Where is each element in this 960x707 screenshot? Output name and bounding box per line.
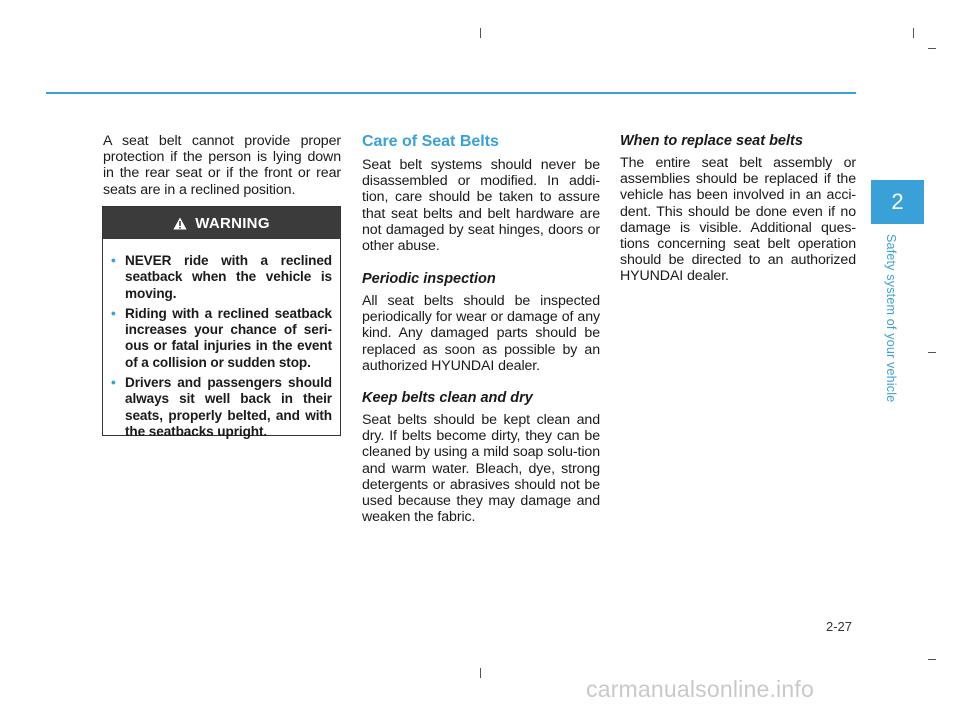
warning-title: WARNING xyxy=(195,214,270,232)
crop-mark xyxy=(928,659,936,660)
watermark: carmanualsonline.info xyxy=(586,676,814,702)
clean-heading: Keep belts clean and dry xyxy=(362,390,533,406)
care-paragraph: Seat belt systems should never be disassembled or modified. In addi-tion, care should be taken to assure that seat belts and belt hardware are not damaged by seat hinges, doors or other abuse. xyxy=(362,157,600,255)
bullet-icon: • xyxy=(111,253,116,268)
intro-paragraph: A seat belt cannot provide proper protection if the person is lying down in the rear seat or if the front or rear seats are in a reclined position. xyxy=(103,133,341,198)
warning-list xyxy=(103,239,340,440)
replace-paragraph: The entire seat belt assembly or assemblies should be replaced if the vehicle has been involved in an acci-dent. This should be done even if no damage is visible. Additional ques-tions concerning seat belt operation should be directed to an authorized HYUNDAI dealer. xyxy=(620,155,856,285)
header-rule xyxy=(46,92,856,94)
periodic-heading: Periodic inspection xyxy=(362,271,496,287)
crop-mark xyxy=(913,28,914,38)
warning-item: • Riding with a reclined seatback increases your chance of seri-ous or fatal injuries in the event of a collision or sudden stop. xyxy=(111,305,332,370)
clean-paragraph: Seat belts should be kept clean and dry. If belts become dirty, they can be cleaned by using a mild soap solu-tion and warm water. Bleach, dye, strong detergents or abrasives should not be used because they may damage and weaken the fabric. xyxy=(362,412,600,526)
chapter-tab: 2 xyxy=(871,180,924,224)
crop-mark xyxy=(928,48,936,49)
crop-mark xyxy=(480,28,481,38)
bullet-icon: • xyxy=(111,305,116,321)
periodic-paragraph: All seat belts should be inspected periodically for wear or damage of any kind. Any damaged parts should be replaced as soon as possible by an authorized HYUNDAI dealer. xyxy=(362,293,600,374)
crop-mark xyxy=(928,352,936,353)
crop-mark xyxy=(480,668,481,678)
warning-header xyxy=(103,207,340,239)
page-number: 2-27 xyxy=(826,619,853,634)
care-heading: Care of Seat Belts xyxy=(362,133,499,150)
chapter-title: Safety system of your vehicle xyxy=(884,234,898,403)
warning-box xyxy=(102,206,341,439)
warning-item: • Drivers and passengers should always sit well back in their seats, properly belted, and with the seatbacks upright. xyxy=(111,375,332,439)
bullet-icon: • xyxy=(111,375,116,391)
warning-item: • NEVER ride with a reclined seatback when the vehicle is moving. xyxy=(111,253,332,301)
warning-triangle-icon xyxy=(173,217,187,230)
replace-heading: When to replace seat belts xyxy=(620,133,803,149)
